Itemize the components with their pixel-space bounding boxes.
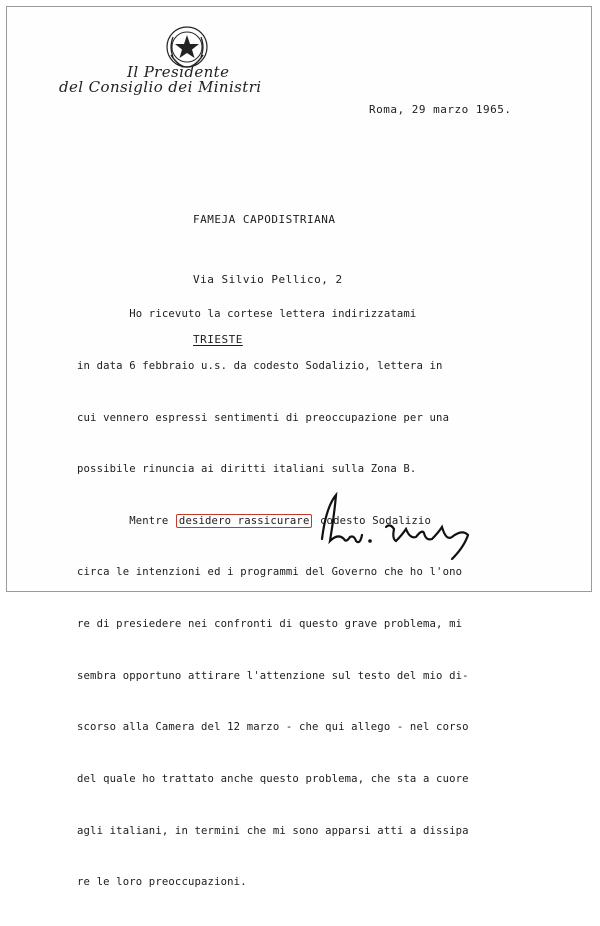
recipient-name: FAMEJA CAPODISTRIANA (193, 213, 336, 226)
handwritten-signature (312, 477, 482, 567)
body-line: del quale ho trattato anche questo problema, che sta a cuore (77, 772, 469, 785)
letterhead-title: Il Presidente (127, 63, 230, 81)
letter-body (77, 272, 469, 926)
body-line: agli italiani, in termini che mi sono apparsi atti a dissipa (77, 824, 469, 837)
body-line: cui vennero espressi sentimenti di preoccupazione per una (77, 411, 450, 424)
letterhead-subtitle: del Consiglio dei Ministri (59, 78, 262, 96)
body-line: sembra opportuno attirare l'attenzione sul testo del mio di- (77, 669, 469, 682)
body-line: Ho ricevuto la cortese lettera indirizzatami (77, 308, 417, 321)
body-line: re le loro preoccupazioni. (77, 876, 247, 889)
body-line: in data 6 febbraio u.s. da codesto Sodalizio, lettera in (77, 360, 443, 373)
body-text-fragment: codesto Sodalizio (313, 514, 431, 527)
body-line: possibile rinuncia ai diritti italiani sulla Zona B. (77, 463, 417, 476)
letterhead (59, 65, 319, 95)
recipient-city: TRIESTE (193, 333, 243, 346)
body-line: re di presiedere nei confronti di questo grave problema, mi (77, 618, 463, 631)
highlighted-phrase: desidero rassicurare (176, 514, 313, 528)
body-line: circa le intenzioni ed i programmi del Governo che ho l'ono (77, 566, 463, 579)
body-text-fragment: Mentre (77, 514, 175, 527)
letter-sheet (6, 6, 592, 889)
letter-date: Roma, 29 marzo 1965. (369, 103, 512, 116)
body-line: scorso alla Camera del 12 marzo - che qui allego - nel corso (77, 721, 469, 734)
recipient-street: Via Silvio Pellico, 2 (193, 273, 343, 286)
